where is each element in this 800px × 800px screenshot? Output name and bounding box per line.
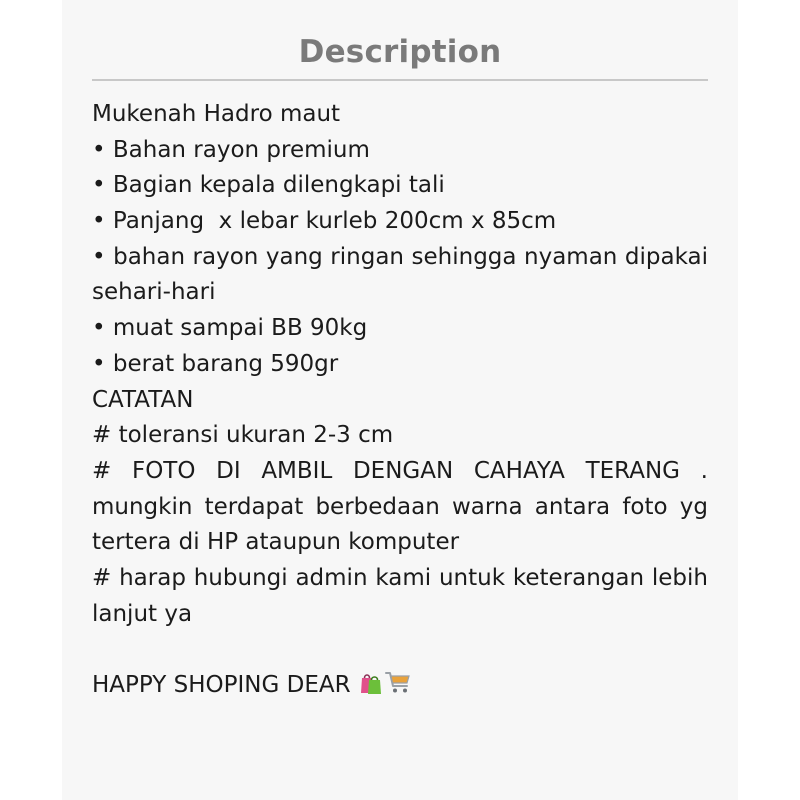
closing-text: HAPPY SHOPING DEAR <box>92 672 351 699</box>
spacer <box>92 632 708 668</box>
description-line-size: • Panjang x lebar kurleb 200cm x 85cm <box>92 208 557 235</box>
section-title: Description <box>298 34 502 70</box>
closing-line <box>92 668 708 704</box>
description-body <box>92 97 708 704</box>
description-line-weight: • berat barang 590gr <box>92 350 339 377</box>
title-divider <box>92 79 708 81</box>
description-line-material: • Bahan rayon premium <box>92 136 370 163</box>
description-line-comfort: • bahan rayon yang ringan sehingga nyaman dipakai sehari-hari <box>92 243 708 306</box>
description-line-product: Mukenah Hadro maut <box>92 101 341 127</box>
note-tolerance: # toleransi ukuran 2-3 cm <box>92 422 394 449</box>
shopping-cart-icon <box>384 669 412 707</box>
note-photo: # FOTO DI AMBIL DENGAN CAHAYA TERANG . mungkin terdapat berbedaan warna antara foto yg tertera di HP ataupun komputer <box>92 457 708 556</box>
shopping-bags-icon <box>358 669 384 707</box>
description-line-head: • Bagian kepala dilengkapi tali <box>92 172 445 199</box>
notes-heading: CATATAN <box>92 386 194 413</box>
description-line-fit: • muat sampai BB 90kg <box>92 315 368 342</box>
note-contact: # harap hubungi admin kami untuk keterangan lebih lanjut ya <box>92 565 708 627</box>
description-panel <box>62 0 738 800</box>
